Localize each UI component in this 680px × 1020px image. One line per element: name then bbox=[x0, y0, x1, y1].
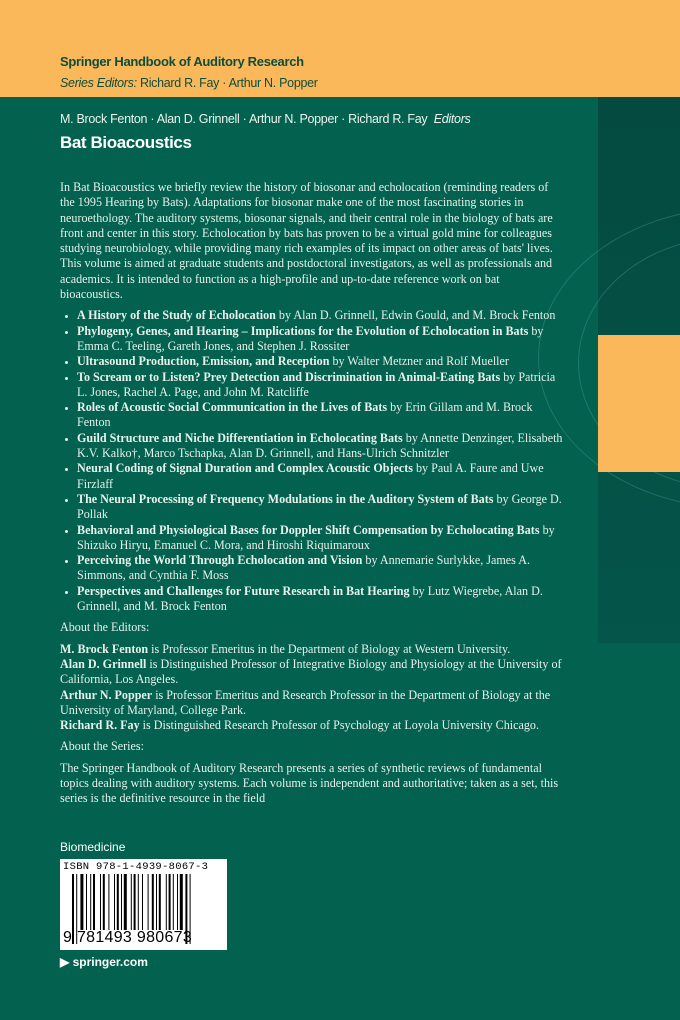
book-editors-names: M. Brock Fenton · Alan D. Grinnell · Arthur N. Popper · Richard R. Fay bbox=[60, 112, 428, 126]
isbn-barcode bbox=[60, 859, 227, 950]
series-editors-label: Series Editors: bbox=[60, 76, 137, 90]
chapter-item bbox=[77, 370, 565, 401]
website-link[interactable] bbox=[60, 955, 148, 969]
barcode-bar bbox=[148, 874, 149, 930]
series-title: Springer Handbook of Auditory Research bbox=[60, 54, 304, 69]
chapter-item bbox=[77, 400, 565, 431]
chapter-authors: by Walter Metzner and Rolf Mueller bbox=[332, 354, 509, 369]
barcode-bar bbox=[86, 874, 87, 930]
chapter-item bbox=[77, 523, 565, 554]
book-editors-label: Editors bbox=[433, 112, 471, 126]
editor-name: Alan D. Grinnell bbox=[60, 656, 147, 671]
barcode-bar bbox=[169, 874, 171, 930]
chapter-authors: by Shizuko Hiryu, Emanuel C. Mora, and Hiroshi Riquimaroux bbox=[77, 522, 555, 552]
about-series-heading: About the Series: bbox=[60, 739, 144, 754]
chapter-item bbox=[77, 324, 565, 355]
barcode-bar bbox=[152, 874, 154, 930]
barcode-bar bbox=[138, 874, 139, 930]
series-editors bbox=[60, 76, 318, 90]
barcode-bar bbox=[93, 874, 95, 930]
barcode-bar bbox=[180, 874, 183, 930]
chapter-authors: by Annemarie Surlykke, James A. Simmons, and Cynthia F. Moss bbox=[77, 553, 530, 583]
editor-description: is Professor Emeritus in the Department of Biology at Western University. bbox=[151, 641, 511, 656]
series-editors-names: Richard R. Fay · Arthur N. Popper bbox=[139, 76, 318, 90]
barcode-bar bbox=[124, 874, 127, 930]
chapter-title: Perspectives and Challenges for Future Research in Bat Hearing bbox=[77, 583, 410, 598]
barcode-bar bbox=[80, 874, 83, 930]
chapter-title: Behavioral and Physiological Bases for Doppler Shift Compensation by Echolocating Bats bbox=[77, 522, 540, 537]
chapter-authors: by Lutz Wiegrebe, Alan D. Grinnell, and M. Brock Fenton bbox=[77, 583, 543, 614]
barcode-bar bbox=[159, 874, 161, 930]
editor-bio bbox=[60, 718, 565, 733]
editor-bio bbox=[60, 657, 565, 688]
chapter-title: Neural Coding of Signal Duration and Complex Acoustic Objects bbox=[77, 461, 413, 476]
barcode-bar bbox=[114, 874, 115, 930]
chapter-authors: by Patricia L. Jones, Rachel A. Page, and John M. Ratcliffe bbox=[77, 369, 556, 399]
back-cover-text bbox=[60, 180, 565, 813]
barcode-bar bbox=[166, 874, 167, 930]
chapter-title: To Scream or to Listen? Prey Detection and Discrimination in Animal-Eating Bats bbox=[77, 369, 501, 384]
book-title: Bat Bioacoustics bbox=[60, 133, 192, 152]
chapter-authors: by Paul A. Faure and Uwe Firzlaff bbox=[77, 461, 544, 491]
chapter-title: Guild Structure and Niche Differentiation in Echolocating Bats bbox=[77, 430, 403, 445]
chapter-authors: by Emma C. Teeling, Gareth Jones, and Stephen J. Rossiter bbox=[77, 323, 544, 353]
chapter-title: A History of the Study of Echolocation bbox=[77, 308, 276, 323]
barcode-bar bbox=[90, 874, 91, 930]
chapter-list bbox=[60, 308, 565, 614]
barcode-bar bbox=[117, 874, 119, 930]
chapter-item bbox=[77, 431, 565, 462]
barcode-bar bbox=[142, 874, 143, 930]
subject-category: Biomedicine bbox=[60, 840, 126, 854]
isbn-text: ISBN 978-1-4939-8067-3 bbox=[63, 861, 209, 873]
chapter-title: Ultrasound Production, Emission, and Reception bbox=[77, 354, 330, 369]
chapter-title: Roles of Acoustic Social Communication in the Lives of Bats bbox=[77, 400, 388, 415]
chapter-authors: by Annette Denzinger, Elisabeth K.V. Kalko†, Marco Tschapka, Alan D. Grinnell, and Hans-Ulrich Schnitzler bbox=[77, 430, 563, 461]
editor-description: is Distinguished Professor of Integrative Biology and Physiology at the University of California, Los Angeles. bbox=[60, 656, 562, 687]
chapter-item bbox=[77, 492, 565, 523]
chapter-authors: by Erin Gillam and M. Brock Fenton bbox=[77, 400, 533, 430]
website-text: springer.com bbox=[72, 955, 148, 969]
chapter-item bbox=[77, 584, 565, 615]
editor-name: Richard R. Fay bbox=[60, 718, 140, 733]
barcode-bar bbox=[177, 874, 178, 930]
barcode-digits: 9 781493 980673 bbox=[63, 929, 193, 946]
chapter-authors: by Alan D. Grinnell, Edwin Gould, and M. Brock Fenton bbox=[278, 308, 556, 323]
arrow-right-icon: ▶ bbox=[60, 955, 70, 969]
chapter-item bbox=[77, 354, 565, 369]
editor-name: M. Brock Fenton bbox=[60, 641, 149, 656]
barcode-bar bbox=[121, 874, 122, 930]
editor-bio bbox=[60, 642, 565, 657]
decorative-orange-block bbox=[598, 335, 680, 472]
barcode-bar bbox=[108, 874, 109, 930]
chapter-item bbox=[77, 461, 565, 492]
chapter-item bbox=[77, 553, 565, 584]
chapter-title: Phylogeny, Genes, and Hearing – Implications for the Evolution of Echolocation in Bats bbox=[77, 323, 529, 338]
about-editors-heading: About the Editors: bbox=[60, 620, 150, 635]
barcode-bar bbox=[156, 874, 157, 930]
barcode-bar bbox=[103, 874, 105, 930]
chapter-title: The Neural Processing of Frequency Modulations in the Auditory System of Bats bbox=[77, 491, 494, 506]
editor-description: is Professor Emeritus and Research Professor in the Department of Biology at the University of Maryland, College Park. bbox=[60, 687, 551, 717]
editor-name: Arthur N. Popper bbox=[60, 687, 153, 702]
chapter-authors: by George D. Pollak bbox=[77, 491, 562, 522]
barcode-bar bbox=[134, 874, 136, 930]
about-series-text: The Springer Handbook of Auditory Research presents a series of synthetic reviews of fundamental topics dealing with auditory systems. Each volume is independent and authoritative; taken as a set, this series is the definitive resource in the field bbox=[60, 760, 559, 806]
chapter-title: Perceiving the World Through Echolocation and Vision bbox=[77, 553, 363, 568]
barcode-bar bbox=[100, 874, 101, 930]
book-editors bbox=[60, 112, 471, 126]
description: In Bat Bioacoustics we briefly review the history of biosonar and echolocation (reminding readers of the 1995 Hearing by Bats). Adaptations for biosonar make one of the most fascinating stories in neuroethology. The auditory systems, biosonar signals, and their central role in the biology of bats are front and center in this story. Echolocation by bats has proven to be a virtual gold mine for colleagues studying neurobiology, while providing many rich examples of its impact on other areas of bats' lives. This volume is aimed at graduate students and postdoctoral investigators, as well as professionals and academics. It is intended to function as a high-profile and up-to-date reference work on bat bioacoustics. bbox=[60, 180, 553, 302]
barcode-bar bbox=[173, 874, 174, 930]
barcode-bar bbox=[131, 874, 132, 930]
chapter-item bbox=[77, 308, 565, 323]
editor-description: is Distinguished Research Professor of Psychology at Loyola University Chicago. bbox=[142, 718, 540, 733]
editor-bios bbox=[60, 642, 565, 734]
editor-bio bbox=[60, 688, 565, 719]
